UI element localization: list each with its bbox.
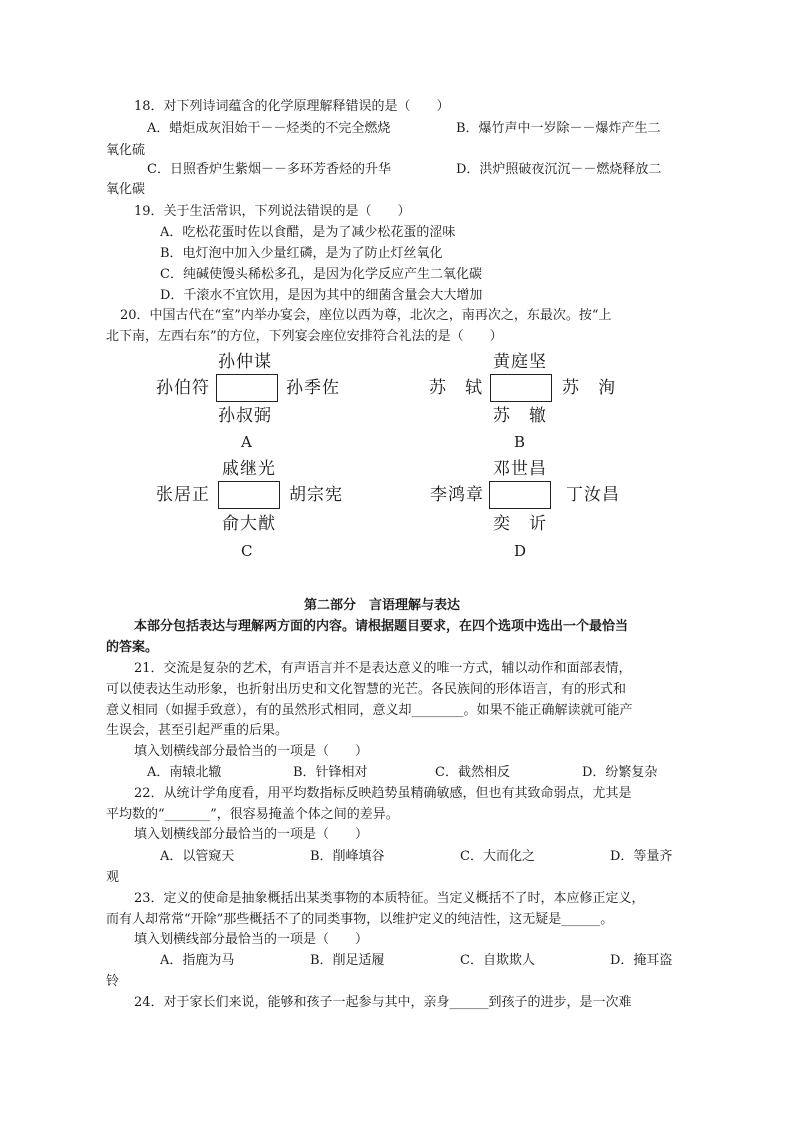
- q22-option-a: A．以管窥天: [160, 849, 235, 864]
- seat-west: 孙伯符: [156, 378, 210, 398]
- q19-option-c: C．纯碱使馒头稀松多孔，是因为化学反应产生二氧化碳: [160, 267, 482, 282]
- q18-option-d-cont: 氧化碳: [106, 182, 146, 197]
- q23-option-a: A．指鹿为马: [160, 953, 235, 968]
- seat-south: 奕 䜣: [493, 514, 547, 534]
- seat-south: 苏 辙: [493, 406, 547, 426]
- q22-option-d: D．等量齐: [610, 849, 673, 864]
- q18-option-b: B．爆竹声中一岁除－－爆炸产生二: [456, 121, 661, 136]
- q24-line1: 24．对于家长们来说，能够和孩子一起参与其中，亲身______到孩子的进步，是一次难: [134, 995, 632, 1010]
- q21-option-b: B．针锋相对: [293, 765, 368, 780]
- seat-south: 俞大猷: [222, 514, 276, 534]
- q22-line2: 平均数的“_______”，很容易掩盖个体之间的差异。: [106, 807, 399, 822]
- table-box: [490, 374, 552, 402]
- q22-option-c: C．大而化之: [460, 849, 535, 864]
- q22-prompt: 填入划横线部分最恰当的一项是（ ）: [134, 827, 369, 842]
- q23-option-c: C．自欺欺人: [460, 953, 535, 968]
- q22-line1: 22．从统计学角度看，用平均数指标反映趋势虽精确敏感，但也有其致命弱点，尤其是: [134, 786, 632, 801]
- q23-prompt: 填入划横线部分最恰当的一项是（ ）: [134, 932, 369, 947]
- seat-west: 李鸿章: [430, 485, 484, 505]
- q22-option-b: B．削峰填谷: [310, 849, 385, 864]
- q23-option-d-cont: 铃: [106, 974, 120, 989]
- seat-north: 邓世昌: [493, 459, 547, 479]
- q23-option-d: D．掩耳盗: [610, 953, 673, 968]
- q21-option-c: C．截然相反: [435, 765, 510, 780]
- q21-option-a: A．南辕北辙: [147, 765, 222, 780]
- seat-north: 戚继光: [222, 459, 276, 479]
- q18-option-b-cont: 氧化硫: [106, 143, 146, 158]
- seat-east: 丁汝昌: [566, 485, 620, 505]
- table-box: [216, 374, 278, 402]
- q23-line1: 23．定义的使命是抽象概括出某类事物的本质特征。当定义概括不了时，本应修正定义，: [134, 891, 645, 906]
- q21-line3: 意义相同（如握手致意），有的虽然形式相同，意义却________。如果不能正确解读就可能产: [106, 703, 633, 718]
- diagram-label: B: [514, 433, 526, 451]
- table-box: [489, 481, 551, 509]
- seat-east: 胡宗宪: [289, 485, 343, 505]
- q18-option-d: D．洪炉照破夜沉沉－－燃烧释放二: [456, 162, 662, 177]
- diagram-label: A: [241, 433, 252, 451]
- section-title: 第二部分 言语理解与表达: [304, 598, 461, 613]
- seat-west: 张居正: [156, 485, 210, 505]
- q21-prompt: 填入划横线部分最恰当的一项是（ ）: [134, 744, 369, 759]
- q21-option-d: D．纷繁复杂: [582, 765, 658, 780]
- q20-stem-line2: 北下南，左西右东”的方位，下列宴会座位安排符合礼法的是（ ）: [106, 329, 503, 344]
- seat-east: 苏 洵: [562, 378, 616, 398]
- q21-line1: 21．交流是复杂的艺术，有声语言并不是表达意义的唯一方式，辅以动作和面部表情，: [134, 661, 632, 676]
- section-intro-line1: 本部分包括表达与理解两方面的内容。请根据题目要求，在四个选项中选出一个最恰当: [134, 619, 629, 634]
- seat-north: 黄庭坚: [493, 352, 547, 372]
- q21-line2: 可以使表达生动形象，也折射出历史和文化智慧的光芒。各民族间的形体语言，有的形式和: [106, 682, 627, 697]
- q19-option-b: B．电灯泡中加入少量红磷，是为了防止灯丝氧化: [160, 246, 443, 261]
- q21-line4: 生误会，甚至引起严重的后果。: [106, 723, 289, 738]
- section-intro-line2: 的答案。: [106, 640, 159, 655]
- q22-option-d-cont: 观: [106, 870, 120, 885]
- q18-stem: 18．对下列诗词蕴含的化学原理解释错误的是（ ）: [134, 99, 450, 114]
- seat-south: 孙叔弼: [218, 406, 272, 426]
- q19-stem: 19．关于生活常识，下列说法错误的是（ ）: [134, 204, 411, 219]
- table-box: [218, 481, 280, 509]
- q18-option-c: C．日照香炉生紫烟－－多环芳香烃的升华: [147, 162, 391, 177]
- diagram-label: C: [241, 542, 253, 560]
- q19-option-d: D．千滚水不宜饮用，是因为其中的细菌含量会大大增加: [160, 288, 483, 303]
- diagram-label: D: [514, 542, 527, 560]
- seat-east: 孙季佐: [286, 378, 340, 398]
- q19-option-a: A．吃松花蛋时佐以食醋，是为了减少松花蛋的涩味: [160, 225, 456, 240]
- seat-west: 苏 轼: [429, 378, 483, 398]
- q18-option-a: A．蜡炬成灰泪始干－－烃类的不完全燃烧: [147, 121, 391, 136]
- seat-north: 孙仲谋: [218, 352, 272, 372]
- q23-line2: 而有人却常常“开除”那些概括不了的同类事物，以维护定义的纯洁性，这无疑是______。: [106, 912, 614, 927]
- q20-stem-line1: 20．中国古代在“室”内举办宴会，座位以西为尊，北次之，南再次之，东最次。按“上: [120, 308, 612, 323]
- q23-option-b: B．削足适履: [310, 953, 385, 968]
